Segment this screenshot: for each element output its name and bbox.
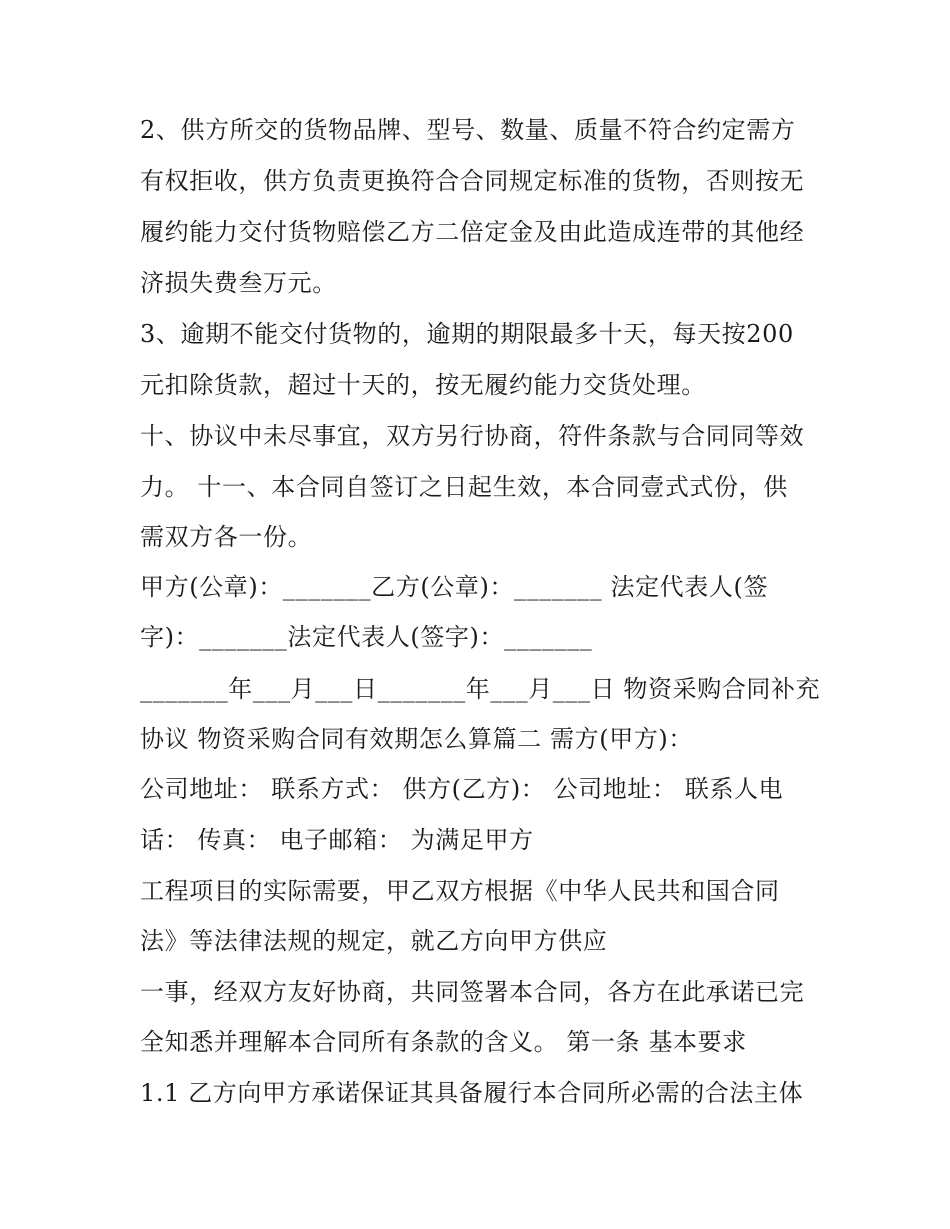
text-line: 字)：_______法定代表人(签字)：_______ xyxy=(140,623,593,651)
text-line: 2、供方所交的货物品牌、型号、数量、质量不符合约定需方 xyxy=(140,116,796,144)
text-line: 力。 十一、本合同自签订之日起生效，本合同壹式式份，供 xyxy=(140,473,788,501)
text-line: 3、逾期不能交付货物的，逾期的期限最多十天，每天按200 xyxy=(140,320,794,348)
text-line: 履约能力交付货物赔偿乙方二倍定金及由此造成连带的其他经 xyxy=(140,218,805,246)
text-line: 甲方(公章)：_______乙方(公章)：_______ 法定代表人(签 xyxy=(140,573,769,601)
text-line: 话： 传真： 电子邮箱： 为满足甲方 xyxy=(140,826,534,854)
text-line: 协议 物资采购合同有效期怎么算篇二 需方(甲方)： xyxy=(140,725,693,753)
text-line: 一事，经双方友好协商，共同签署本合同，各方在此承诺已完 xyxy=(140,978,805,1006)
text-line: 全知悉并理解本合同所有条款的含义。 第一条 基本要求 xyxy=(140,1028,747,1056)
text-line: 有权拒收，供方负责更换符合合同规定标准的货物，否则按无 xyxy=(140,167,805,195)
text-line: 1.1 乙方向甲方承诺保证其具备履行本合同所必需的合法主体 xyxy=(140,1079,804,1107)
text-line: _______年___月___日_______年___月___日 物资采购合同补充 xyxy=(140,675,821,703)
text-line: 十、协议中未尽事宜，双方另行协商，符件条款与合同同等效 xyxy=(140,422,805,450)
text-line: 工程项目的实际需要，甲乙双方根据《中华人民共和国合同 xyxy=(140,877,780,905)
text-line: 元扣除货款，超过十天的，按无履约能力交货处理。 xyxy=(140,371,706,399)
text-line: 公司地址： 联系方式： 供方(乙方)： 公司地址： 联系人电 xyxy=(140,775,784,803)
text-line: 济损失费叁万元。 xyxy=(140,269,337,297)
text-line: 需双方各一份。 xyxy=(140,523,313,551)
text-line: 法》等法律法规的规定，就乙方向甲方供应 xyxy=(140,927,608,955)
